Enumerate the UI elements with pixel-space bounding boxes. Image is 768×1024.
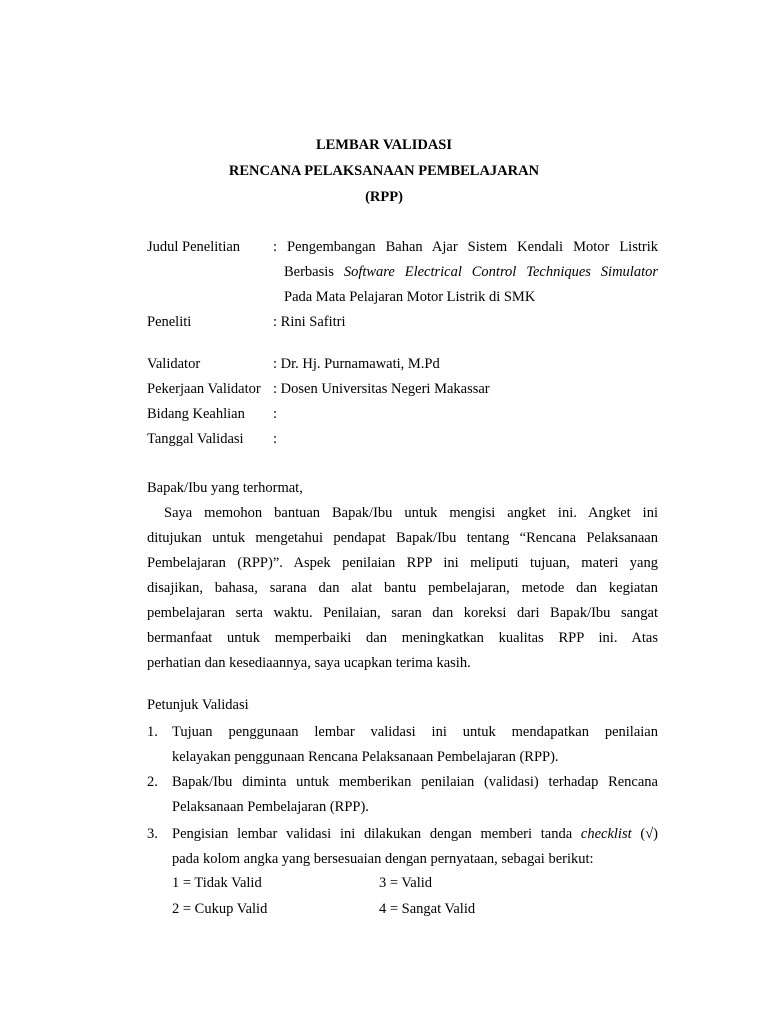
peneliti-label: Peneliti [147, 314, 192, 330]
judul-label: Judul Penelitian [147, 239, 241, 255]
paragraph-line: pembelajaran serta waktu. Penilaian, saran dan koreksi dari Bapak/Ibu sangat [147, 605, 658, 621]
bidang-value: : [273, 406, 278, 422]
judul-value-line-2 [284, 264, 658, 281]
pekerjaan-label: Pekerjaan Validator [147, 381, 261, 397]
scale-1: 1 = Tidak Valid [172, 875, 262, 891]
paragraph-line: Saya memohon bantuan Bapak/Ibu untuk mengisi angket ini. Angket ini [164, 505, 658, 521]
scale-2: 2 = Cukup Valid [172, 901, 268, 917]
item-3-line-2: pada kolom angka yang bersesuaian dengan pernyataan, sebagai berikut: [172, 851, 594, 867]
validator-label: Validator [147, 356, 201, 372]
title-line-3: (RPP) [365, 189, 403, 205]
judul-value-line-3: Pada Mata Pelajaran Motor Listrik di SMK [284, 289, 536, 305]
item-3-line-1-prefix: Pengisian lembar validasi ini dilakukan dengan memberi tanda [172, 826, 581, 842]
scale-3: 3 = Valid [379, 875, 433, 891]
tanggal-value: : [273, 431, 278, 447]
pekerjaan-value: : Dosen Universitas Negeri Makassar [273, 381, 490, 397]
judul-line-2-prefix: Berbasis [284, 264, 344, 280]
title-line-2: RENCANA PELAKSANAAN PEMBELAJARAN [228, 163, 540, 179]
item-3-line-1 [172, 826, 658, 843]
bidang-label: Bidang Keahlian [147, 406, 245, 422]
item-2-line-2: Pelaksanaan Pembelajaran (RPP). [172, 799, 369, 815]
item-number: 1. [147, 724, 158, 740]
tanggal-label: Tanggal Validasi [147, 431, 244, 447]
scale-4: 4 = Sangat Valid [379, 901, 476, 917]
paragraph-line: ditujukan untuk mengetahui pendapat Bapak/Ibu tentang “Rencana Pelaksanaan [147, 530, 658, 546]
paragraph-line: perhatian dan kesediaannya, saya ucapkan terima kasih. [147, 655, 471, 671]
item-number: 3. [147, 826, 158, 842]
validator-value: : Dr. Hj. Purnamawati, M.Pd [273, 356, 440, 372]
item-3-line-1-suffix: (√) [631, 826, 658, 842]
checklist-term: checklist [580, 826, 632, 842]
item-1-line-2: kelayakan penggunaan Rencana Pelaksanaan Pembelajaran (RPP). [172, 749, 559, 765]
judul-value-line-1: : Pengembangan Bahan Ajar Sistem Kendali Motor Listrik [273, 239, 658, 255]
paragraph-line: Pembelajaran (RPP)”. Aspek penilaian RPP ini meliputi tujuan, materi yang [147, 555, 658, 571]
peneliti-value: : Rini Safitri [273, 314, 346, 330]
instructions-heading: Petunjuk Validasi [147, 697, 249, 713]
item-2-line-1: Bapak/Ibu diminta untuk memberikan penilaian (validasi) terhadap Rencana [172, 774, 658, 790]
title-line-1: LEMBAR VALIDASI [315, 137, 453, 153]
item-number: 2. [147, 774, 158, 790]
item-1-line-1: Tujuan penggunaan lembar validasi ini untuk mendapatkan penilaian [172, 724, 658, 740]
paragraph-line: bermanfaat untuk memperbaiki dan meningkatkan kualitas RPP ini. Atas [147, 630, 658, 646]
paragraph-line: disajikan, bahasa, sarana dan alat bantu pembelajaran, metode dan kegiatan [147, 580, 658, 596]
greeting: Bapak/Ibu yang terhormat, [147, 480, 303, 496]
judul-line-2-italic: Software Electrical Control Techniques Simulator [343, 264, 658, 280]
